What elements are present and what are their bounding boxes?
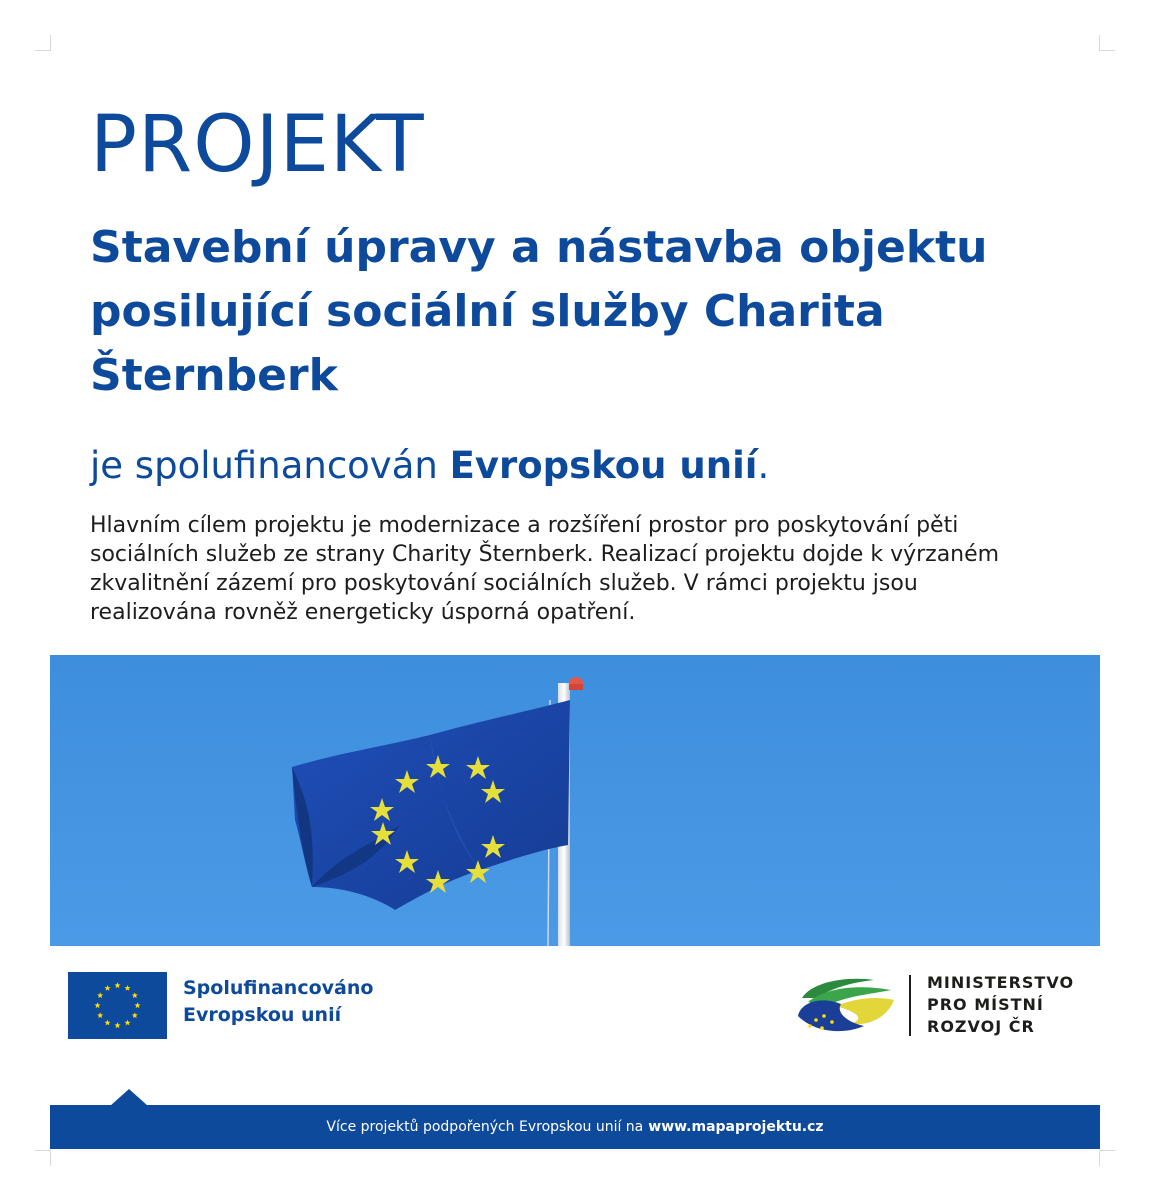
ministry-line1: MINISTERSTVO bbox=[927, 973, 1075, 992]
cofunding-suffix: . bbox=[757, 444, 770, 487]
cofunding-prefix: je spolufinancován bbox=[90, 444, 450, 487]
ministry-line2: PRO MÍSTNÍ bbox=[927, 995, 1044, 1014]
page-heading: PROJEKT bbox=[90, 100, 425, 190]
crop-mark bbox=[50, 35, 51, 51]
crop-mark bbox=[1099, 1150, 1115, 1151]
eu-label-line1: Spolufinancováno bbox=[183, 977, 374, 999]
eu-flag-photo bbox=[50, 655, 1100, 946]
crop-mark bbox=[1099, 1150, 1100, 1166]
waving-flag-illustration bbox=[50, 655, 1100, 946]
ministry-line3: ROZVOJ ČR bbox=[927, 1017, 1035, 1036]
mmr-emblem-icon bbox=[796, 976, 896, 1034]
footer-notch bbox=[110, 1089, 148, 1106]
crop-mark bbox=[1099, 50, 1115, 51]
footer-link[interactable]: www.mapaprojektu.cz bbox=[648, 1119, 824, 1135]
logo-divider bbox=[909, 975, 911, 1036]
crop-mark bbox=[50, 1150, 51, 1166]
project-description: Hlavním cílem projektu je modernizace a rozšíření prostor pro poskytování pěti sociálních služeb ze strany Charity Šternberk. Realizací projektu dojde k výrzaném zkvalitnění zázemí pro poskytování sociálních služeb. V rámci projektu jsou realizována rovněž energeticky úsporná opatření. bbox=[90, 513, 1000, 625]
crop-mark bbox=[35, 50, 51, 51]
project-title: Stavební úpravy a nástavba objektu posilující sociální služby Charita Šternberk bbox=[90, 222, 988, 401]
crop-mark bbox=[1099, 35, 1100, 51]
eu-cofunded-label bbox=[183, 975, 373, 1029]
ministry-name bbox=[927, 972, 1074, 1038]
footer-text: Více projektů podpořených Evropskou unií na bbox=[326, 1119, 644, 1135]
eu-label-line2: Evropskou unií bbox=[183, 1004, 342, 1026]
eu-flag-icon bbox=[68, 972, 167, 1039]
cofunding-emphasis: Evropskou unií bbox=[449, 444, 758, 487]
cofunding-statement bbox=[90, 440, 769, 492]
footer-bar bbox=[50, 1105, 1100, 1149]
crop-mark bbox=[35, 1150, 51, 1151]
